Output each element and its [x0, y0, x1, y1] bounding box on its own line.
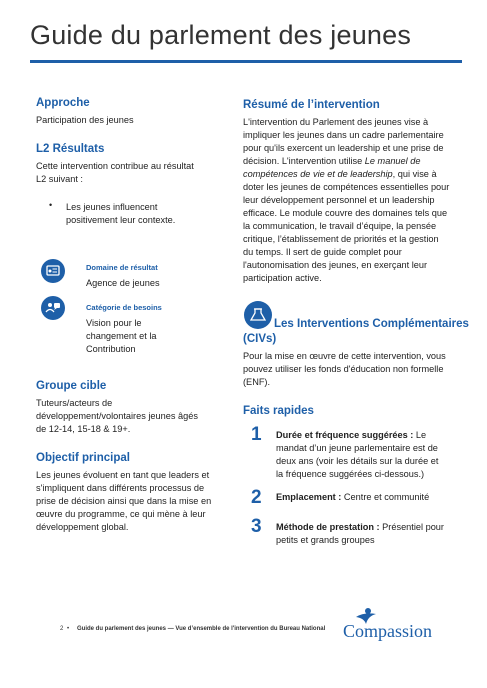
categorie-line-3: Contribution: [86, 344, 136, 354]
resume-line-9: la communication, le travail d’équipe, la pensée: [243, 221, 437, 231]
resume-line-8: efficace. Le module couvre des domaines tels que: [243, 208, 448, 218]
civs-line-3: (ENF).: [243, 377, 271, 387]
footer-text: Guide du parlement des jeunes — Vue d’ensemble de l'intervention du Bureau National: [77, 626, 326, 632]
needs-category-icon: [41, 296, 65, 320]
groupe-line-1: Tuteurs/acteurs de: [36, 398, 113, 408]
resume-line-11: du temps. Il sert de guide complet pour: [243, 247, 402, 257]
approche-text: Participation des jeunes: [36, 115, 134, 125]
compassion-logo: Compassion: [343, 621, 433, 641]
l2-heading: L2 Résultats: [36, 143, 105, 155]
fact-1-line-4: la fréquence suggérées ci-dessous.): [276, 469, 425, 479]
approche-heading: Approche: [36, 97, 90, 109]
resume-line-5: compétences de vie et de leadership, qui vise à: [243, 169, 437, 179]
fact-number-2: 2: [251, 487, 262, 508]
resume-line-1: L'intervention du Parlement des jeunes vise à: [243, 117, 429, 127]
resume-line-3: pour qu'ils exercent un leadership et une prise de: [243, 143, 444, 153]
resume-line-4: décision. L'intervention utilise Le manuel de: [243, 156, 421, 166]
resume-line-13: participation active.: [243, 273, 322, 283]
footer-bullet: •: [67, 626, 70, 632]
domaine-value: Agence de jeunes: [86, 278, 160, 288]
l2-bullet-2: positivement leur contexte.: [66, 215, 176, 225]
fact-1-line-2: mandat d’un jeune parlementaire est de: [276, 443, 438, 453]
objectif-line-1: Les jeunes évoluent en tant que leaders et: [36, 470, 210, 480]
groupe-heading: Groupe cible: [36, 380, 107, 392]
resume-line-6: doter les jeunes de compétences essentielles pour: [243, 182, 450, 192]
categorie-line-1: Vision pour le: [86, 318, 142, 328]
objectif-heading: Objectif principal: [36, 452, 130, 464]
civs-heading-2: (CIVs): [243, 333, 277, 345]
domain-result-icon: [41, 259, 65, 283]
fact-1-line-1: Durée et fréquence suggérées : Le: [276, 430, 427, 440]
fact-number-3: 3: [251, 516, 262, 537]
fact-3-line-2: petits et grands groupes: [276, 535, 375, 545]
groupe-line-3: de 12-14, 15-18 & 19+.: [36, 424, 131, 434]
fact-number-1: 1: [251, 424, 262, 445]
page-title: Guide du parlement des jeunes: [30, 20, 412, 50]
resume-line-10: critique, l’établissement de priorités et la gestion: [243, 234, 439, 244]
resume-line-12: l'autonomisation des jeunes, en exerçant leur: [243, 260, 428, 270]
bullet-dot: •: [49, 200, 53, 210]
resume-line-2: impliquer les jeunes dans un cadre parlementaire: [243, 130, 444, 140]
groupe-line-2: développement/volontaires jeunes âgés: [36, 411, 198, 421]
civs-line-1: Pour la mise en œuvre de cette intervention, vous: [243, 351, 446, 361]
civs-heading-1: Les Interventions Complémentaires: [274, 318, 469, 330]
footer-page-number: 2: [60, 626, 64, 632]
objectif-line-3: prise de décision ainsi que dans la mise en: [36, 496, 212, 506]
objectif-line-2: s'impliquent dans différents processus de: [36, 483, 205, 493]
resume-heading: Résumé de l’intervention: [243, 99, 380, 111]
title-rule: [30, 60, 462, 63]
l2-intro-2: L2 suivant :: [36, 174, 83, 184]
domaine-label: Domaine de résultat: [86, 263, 158, 272]
fact-1-line-3: deux ans (voir les détails sur la durée et: [276, 456, 439, 466]
civs-line-2: pouvez utiliser les fonds d'éducation non formelle: [243, 364, 444, 374]
fact-3-line-1: Méthode de prestation : Présentiel pour: [276, 522, 444, 532]
complementary-interventions-icon: [244, 301, 272, 329]
categorie-label: Catégorie de besoins: [86, 303, 162, 312]
l2-intro-1: Cette intervention contribue au résultat: [36, 161, 194, 171]
resume-line-7: leur développement personnel et un leadership: [243, 195, 435, 205]
categorie-line-2: changement et la: [86, 331, 157, 341]
objectif-line-4: œuvre du programme, ce qui mène à leur: [36, 509, 206, 519]
objectif-line-5: développement global.: [36, 522, 129, 532]
l2-bullet-1: Les jeunes influencent: [66, 202, 158, 212]
fact-2-line-1: Emplacement : Centre et communité: [276, 492, 430, 502]
faits-heading: Faits rapides: [243, 405, 314, 417]
